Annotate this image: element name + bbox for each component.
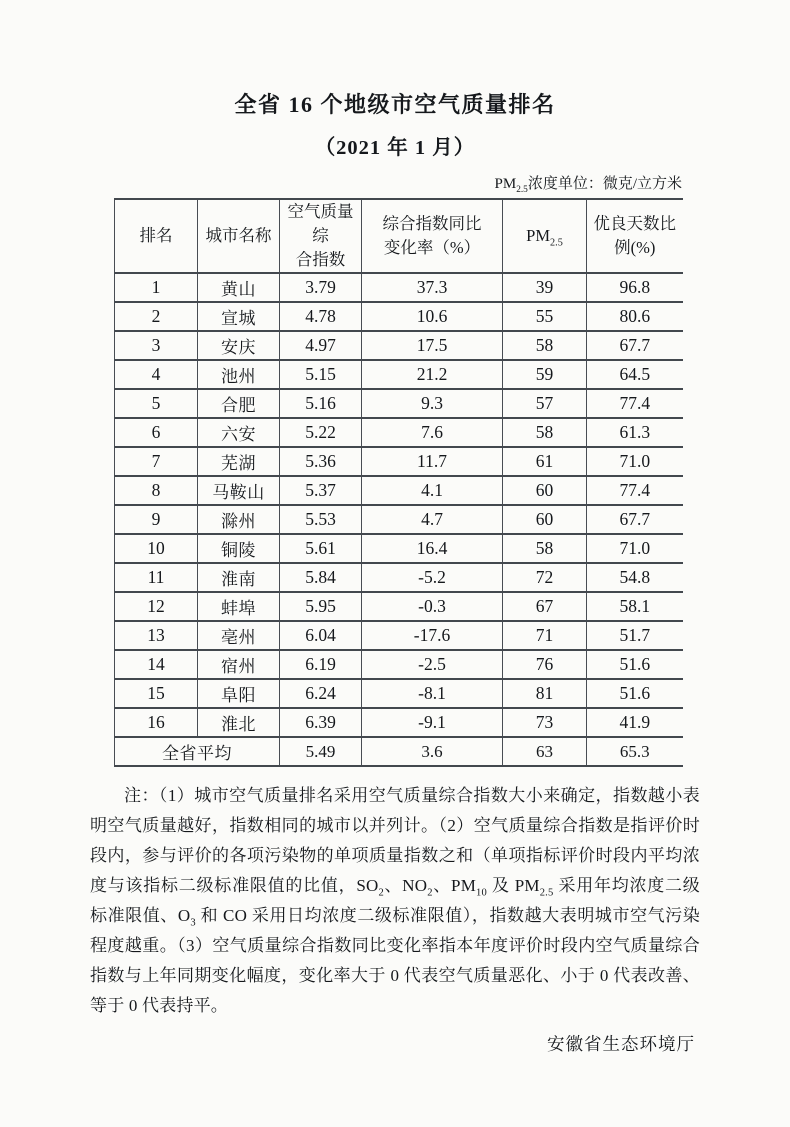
cell-yoy-change: 9.3	[362, 389, 503, 418]
table-row	[115, 679, 683, 708]
cell-aqci: 5.95	[280, 592, 362, 621]
cell-rank: 3	[115, 331, 198, 360]
cell-rank: 11	[115, 563, 198, 592]
cell-aqci: 4.97	[280, 331, 362, 360]
cell-city: 马鞍山	[198, 476, 280, 505]
cell-yoy-change: -8.1	[362, 679, 503, 708]
column-header-pm25: $PM_{2.5}$	[503, 199, 587, 273]
column-header-aqci: 空气质量综 合指数	[280, 199, 362, 273]
cell-city: 安庆	[198, 331, 280, 360]
document-subtitle: （2021 年 1 月）	[314, 137, 476, 159]
cell-city: 淮北	[198, 708, 280, 737]
cell-good-days: 64.5	[587, 360, 683, 389]
cell-yoy-change: -17.6	[362, 621, 503, 650]
cell-pm25: 61	[503, 447, 587, 476]
cell-city: 芜湖	[198, 447, 280, 476]
unit-note: $PM_{2.5}$浓度单位：微克/立方米	[494, 176, 682, 195]
cell-pm25: 58	[503, 534, 587, 563]
cell-city: 池州	[198, 360, 280, 389]
header-row	[115, 199, 683, 273]
cell-pm25: 63	[503, 737, 587, 766]
cell-pm25: 72	[503, 563, 587, 592]
cell-yoy-change: -9.1	[362, 708, 503, 737]
cell-aqci: 5.16	[280, 389, 362, 418]
cell-pm25: 60	[503, 505, 587, 534]
table-row	[115, 302, 683, 331]
cell-yoy-change: 7.6	[362, 418, 503, 447]
cell-pm25: 71	[503, 621, 587, 650]
cell-pm25: 57	[503, 389, 587, 418]
cell-aqci: 5.49	[280, 737, 362, 766]
air-quality-ranking-table	[114, 198, 683, 767]
cell-yoy-change: 17.5	[362, 331, 503, 360]
cell-aqci: 5.61	[280, 534, 362, 563]
column-header-yoy: 综合指数同比 变化率（%）	[362, 199, 503, 273]
cell-aqci: 6.04	[280, 621, 362, 650]
table-row	[115, 418, 683, 447]
cell-aqci: 5.84	[280, 563, 362, 592]
cell-rank: 10	[115, 534, 198, 563]
cell-good-days: 77.4	[587, 389, 683, 418]
cell-city: 亳州	[198, 621, 280, 650]
column-header-good-days: 优良天数比 例(%)	[587, 199, 683, 273]
cell-good-days: 54.8	[587, 563, 683, 592]
table-row	[115, 505, 683, 534]
cell-aqci: 5.15	[280, 360, 362, 389]
cell-yoy-change: -0.3	[362, 592, 503, 621]
cell-aqci: 6.19	[280, 650, 362, 679]
cell-good-days: 80.6	[587, 302, 683, 331]
cell-pm25: 55	[503, 302, 587, 331]
cell-city: 黄山	[198, 273, 280, 302]
cell-yoy-change: 16.4	[362, 534, 503, 563]
cell-aqci: 6.24	[280, 679, 362, 708]
summary-row	[115, 737, 683, 766]
table-header-row	[115, 199, 683, 273]
cell-yoy-change: 37.3	[362, 273, 503, 302]
cell-pm25: 58	[503, 418, 587, 447]
cell-yoy-change: 3.6	[362, 737, 503, 766]
cell-yoy-change: 21.2	[362, 360, 503, 389]
cell-city: 宿州	[198, 650, 280, 679]
cell-summary-label: 全省平均	[115, 737, 280, 766]
cell-good-days: 51.6	[587, 650, 683, 679]
table-row	[115, 331, 683, 360]
cell-rank: 15	[115, 679, 198, 708]
cell-good-days: 71.0	[587, 534, 683, 563]
cell-yoy-change: 4.1	[362, 476, 503, 505]
cell-pm25: 60	[503, 476, 587, 505]
cell-aqci: 5.22	[280, 418, 362, 447]
cell-city: 合肥	[198, 389, 280, 418]
column-header-rank: 排名	[115, 199, 198, 273]
cell-city: 宣城	[198, 302, 280, 331]
cell-aqci: 5.37	[280, 476, 362, 505]
cell-rank: 5	[115, 389, 198, 418]
cell-aqci: 5.53	[280, 505, 362, 534]
cell-city: 滁州	[198, 505, 280, 534]
cell-yoy-change: 11.7	[362, 447, 503, 476]
cell-good-days: 71.0	[587, 447, 683, 476]
table-row	[115, 389, 683, 418]
cell-pm25: 59	[503, 360, 587, 389]
table-row	[115, 592, 683, 621]
issuer-signature: 安徽省生态环境厅	[547, 1034, 695, 1054]
cell-good-days: 65.3	[587, 737, 683, 766]
cell-rank: 1	[115, 273, 198, 302]
cell-rank: 8	[115, 476, 198, 505]
cell-good-days: 41.9	[587, 708, 683, 737]
footnotes: 注：（1）城市空气质量排名采用空气质量综合指数大小来确定，指数越小表明空气质量越好，指数相同的城市以并列计。（2）空气质量综合指数是指评价时段内，参与评价的各项污染物的单项质量指数之和（单项指标评价时段内平均浓度与该指标二级标准限值的比值，$SO_2$、$NO_2$、$PM_{10}$ 及 $PM_{2.5}$ 采用年均浓度二级标准限值、$O_3$ 和 CO 采用日均浓度二级标准限值），指数越大表明城市空气污染程度越重。（3）空气质量综合指数同比变化率指本年度评价时段内空气质量综合指数与上年同期变化幅度，变化率大于 0 代表空气质量恶化、小于 0 代表改善、等于 0 代表持平。	[90, 786, 701, 1015]
cell-good-days: 58.1	[587, 592, 683, 621]
table-row	[115, 708, 683, 737]
cell-pm25: 76	[503, 650, 587, 679]
cell-good-days: 67.7	[587, 505, 683, 534]
cell-rank: 16	[115, 708, 198, 737]
cell-yoy-change: -5.2	[362, 563, 503, 592]
cell-rank: 13	[115, 621, 198, 650]
table-row	[115, 476, 683, 505]
cell-pm25: 58	[503, 331, 587, 360]
cell-aqci: 5.36	[280, 447, 362, 476]
table-row	[115, 650, 683, 679]
table-row	[115, 360, 683, 389]
cell-yoy-change: -2.5	[362, 650, 503, 679]
cell-rank: 7	[115, 447, 198, 476]
table-row	[115, 534, 683, 563]
cell-good-days: 96.8	[587, 273, 683, 302]
cell-city: 铜陵	[198, 534, 280, 563]
document-title: 全省 16 个地级市空气质量排名	[234, 92, 556, 117]
cell-rank: 9	[115, 505, 198, 534]
cell-pm25: 67	[503, 592, 587, 621]
cell-rank: 12	[115, 592, 198, 621]
cell-pm25: 81	[503, 679, 587, 708]
cell-yoy-change: 10.6	[362, 302, 503, 331]
table-body	[115, 273, 683, 766]
cell-pm25: 39	[503, 273, 587, 302]
cell-good-days: 61.3	[587, 418, 683, 447]
table-row	[115, 621, 683, 650]
cell-rank: 2	[115, 302, 198, 331]
table-row	[115, 563, 683, 592]
cell-rank: 14	[115, 650, 198, 679]
cell-good-days: 51.6	[587, 679, 683, 708]
column-header-city: 城市名称	[198, 199, 280, 273]
cell-rank: 4	[115, 360, 198, 389]
cell-good-days: 67.7	[587, 331, 683, 360]
cell-city: 阜阳	[198, 679, 280, 708]
cell-good-days: 77.4	[587, 476, 683, 505]
cell-good-days: 51.7	[587, 621, 683, 650]
cell-city: 淮南	[198, 563, 280, 592]
cell-yoy-change: 4.7	[362, 505, 503, 534]
table-row	[115, 447, 683, 476]
cell-city: 六安	[198, 418, 280, 447]
cell-aqci: 3.79	[280, 273, 362, 302]
cell-aqci: 6.39	[280, 708, 362, 737]
cell-pm25: 73	[503, 708, 587, 737]
table-row	[115, 273, 683, 302]
cell-aqci: 4.78	[280, 302, 362, 331]
cell-city: 蚌埠	[198, 592, 280, 621]
cell-rank: 6	[115, 418, 198, 447]
